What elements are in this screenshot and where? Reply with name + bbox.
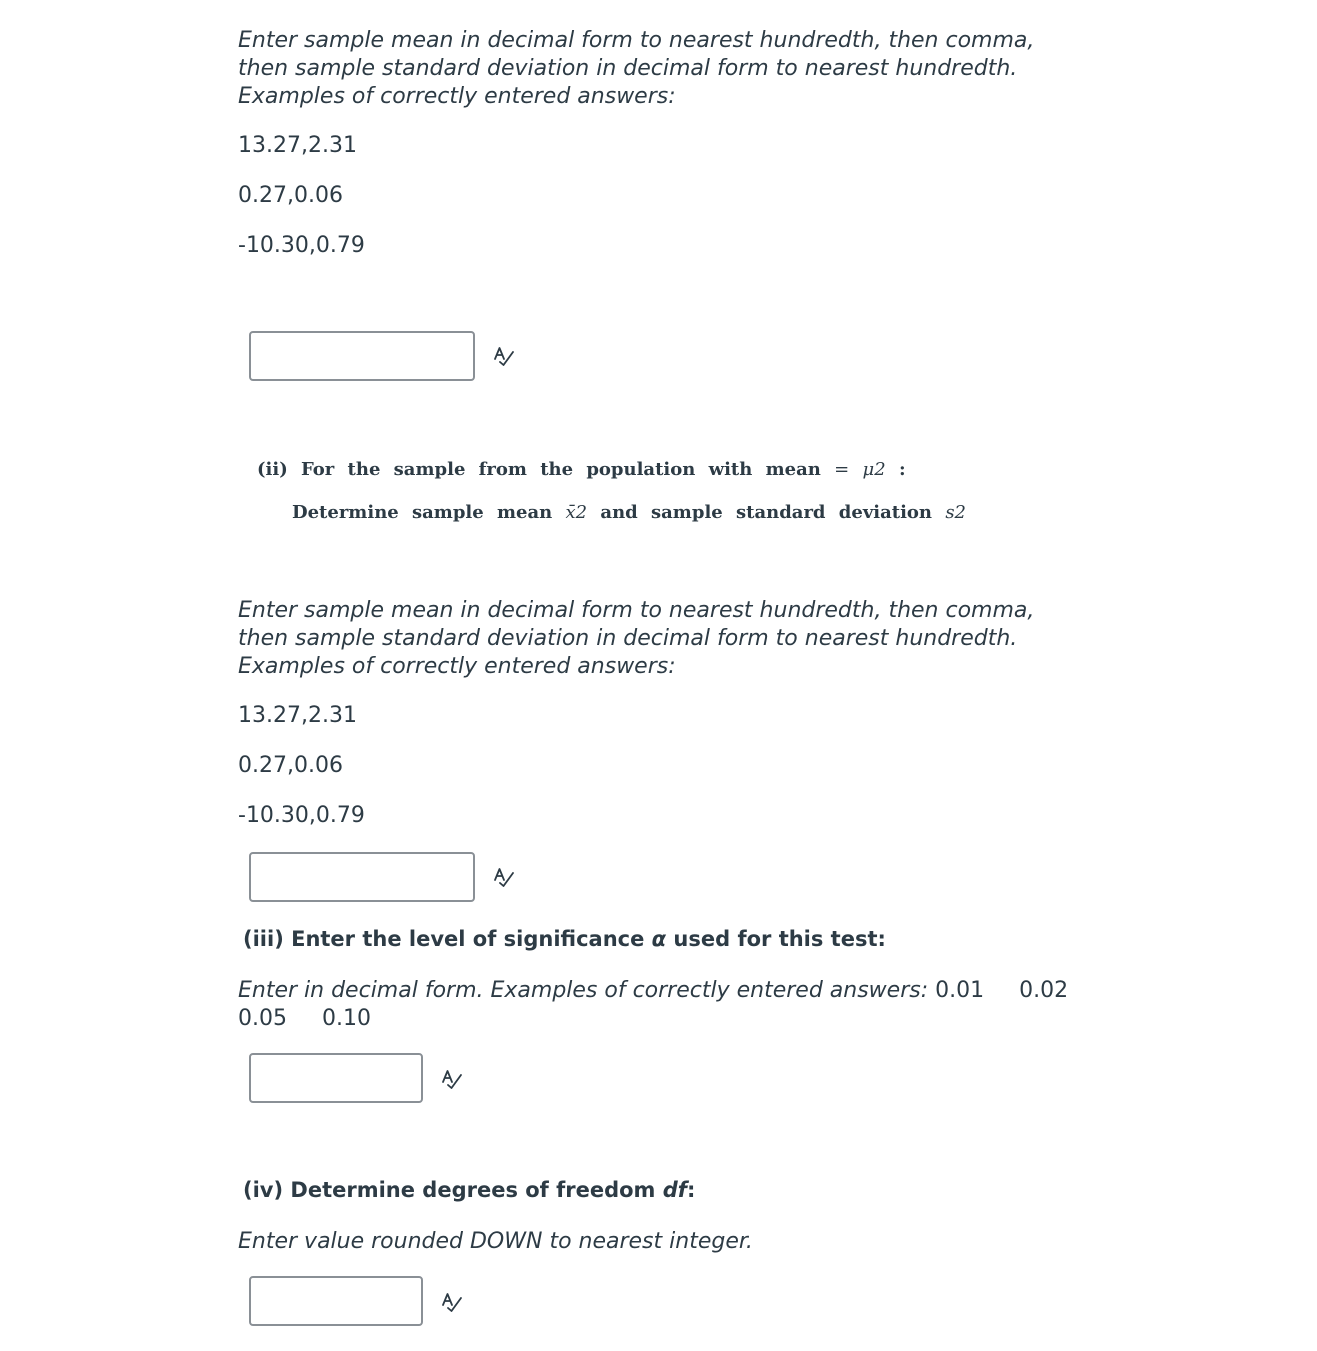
part-ii-example-2: 0.27,0.06 xyxy=(238,753,343,778)
part-iii-examples-line1: 0.01 0.02 xyxy=(935,978,1069,1003)
part-ii-example-3: -10.30,0.79 xyxy=(238,803,365,828)
part-ii-question-line2 xyxy=(292,502,966,523)
part-ii-label: (ii) xyxy=(257,459,288,480)
part-ii-line2-text-a: Determine sample mean xyxy=(292,502,553,523)
part-i-instruction: Enter sample mean in decimal form to nearest hundredth, then comma, then sample standard deviation in decimal form to nearest hundredth. Examples of correctly entered answers: xyxy=(238,28,1035,109)
part-iv-heading-b: : xyxy=(686,1178,696,1202)
part-i-example-2: 0.27,0.06 xyxy=(238,183,343,208)
part-iii-examples-line2: 0.05 0.10 xyxy=(238,1006,371,1031)
spell-check-icon[interactable] xyxy=(493,345,515,367)
df-symbol: df xyxy=(662,1178,687,1202)
part-ii-line1-text: For the sample from the population with mean xyxy=(301,459,821,480)
part-iv-heading-a: (iv) Determine degrees of freedom xyxy=(243,1178,656,1202)
part-iii-instruction-text: Enter in decimal form. Examples of correctly entered answers: xyxy=(238,978,929,1003)
part-iii-heading-a: (iii) Enter the level of significance xyxy=(243,927,645,951)
spell-check-icon[interactable] xyxy=(441,1068,463,1090)
part-i-answer-input[interactable] xyxy=(249,331,475,381)
s2-symbol: s2 xyxy=(945,502,967,523)
part-iii-heading-b: used for this test: xyxy=(673,927,886,951)
alpha-symbol: α xyxy=(651,927,667,951)
colon: : xyxy=(898,459,906,480)
part-ii-example-1: 13.27,2.31 xyxy=(238,703,357,728)
part-iv-heading xyxy=(243,1178,695,1202)
part-ii-line2-text-b: and sample standard deviation xyxy=(600,502,933,523)
part-iii-heading xyxy=(243,927,886,951)
xbar2-symbol: x̄2 xyxy=(565,502,588,523)
spell-check-icon[interactable] xyxy=(493,866,515,888)
part-iv-answer-input[interactable] xyxy=(249,1276,423,1326)
equals-sign: = xyxy=(834,459,850,480)
part-iv-instruction: Enter value rounded DOWN to nearest integer. xyxy=(238,1229,753,1254)
part-i-example-3: -10.30,0.79 xyxy=(238,233,365,258)
part-iii-instruction xyxy=(238,977,1078,1033)
spell-check-icon[interactable] xyxy=(441,1291,463,1313)
part-i-example-1: 13.27,2.31 xyxy=(238,133,357,158)
part-iii-answer-input[interactable] xyxy=(249,1053,423,1103)
part-ii-instruction: Enter sample mean in decimal form to nearest hundredth, then comma, then sample standard deviation in decimal form to nearest hundredth. Examples of correctly entered answers: xyxy=(238,598,1035,679)
part-ii-answer-input[interactable] xyxy=(249,852,475,902)
part-ii-question-line1 xyxy=(257,459,906,480)
mu2-symbol: μ2 xyxy=(862,459,886,480)
